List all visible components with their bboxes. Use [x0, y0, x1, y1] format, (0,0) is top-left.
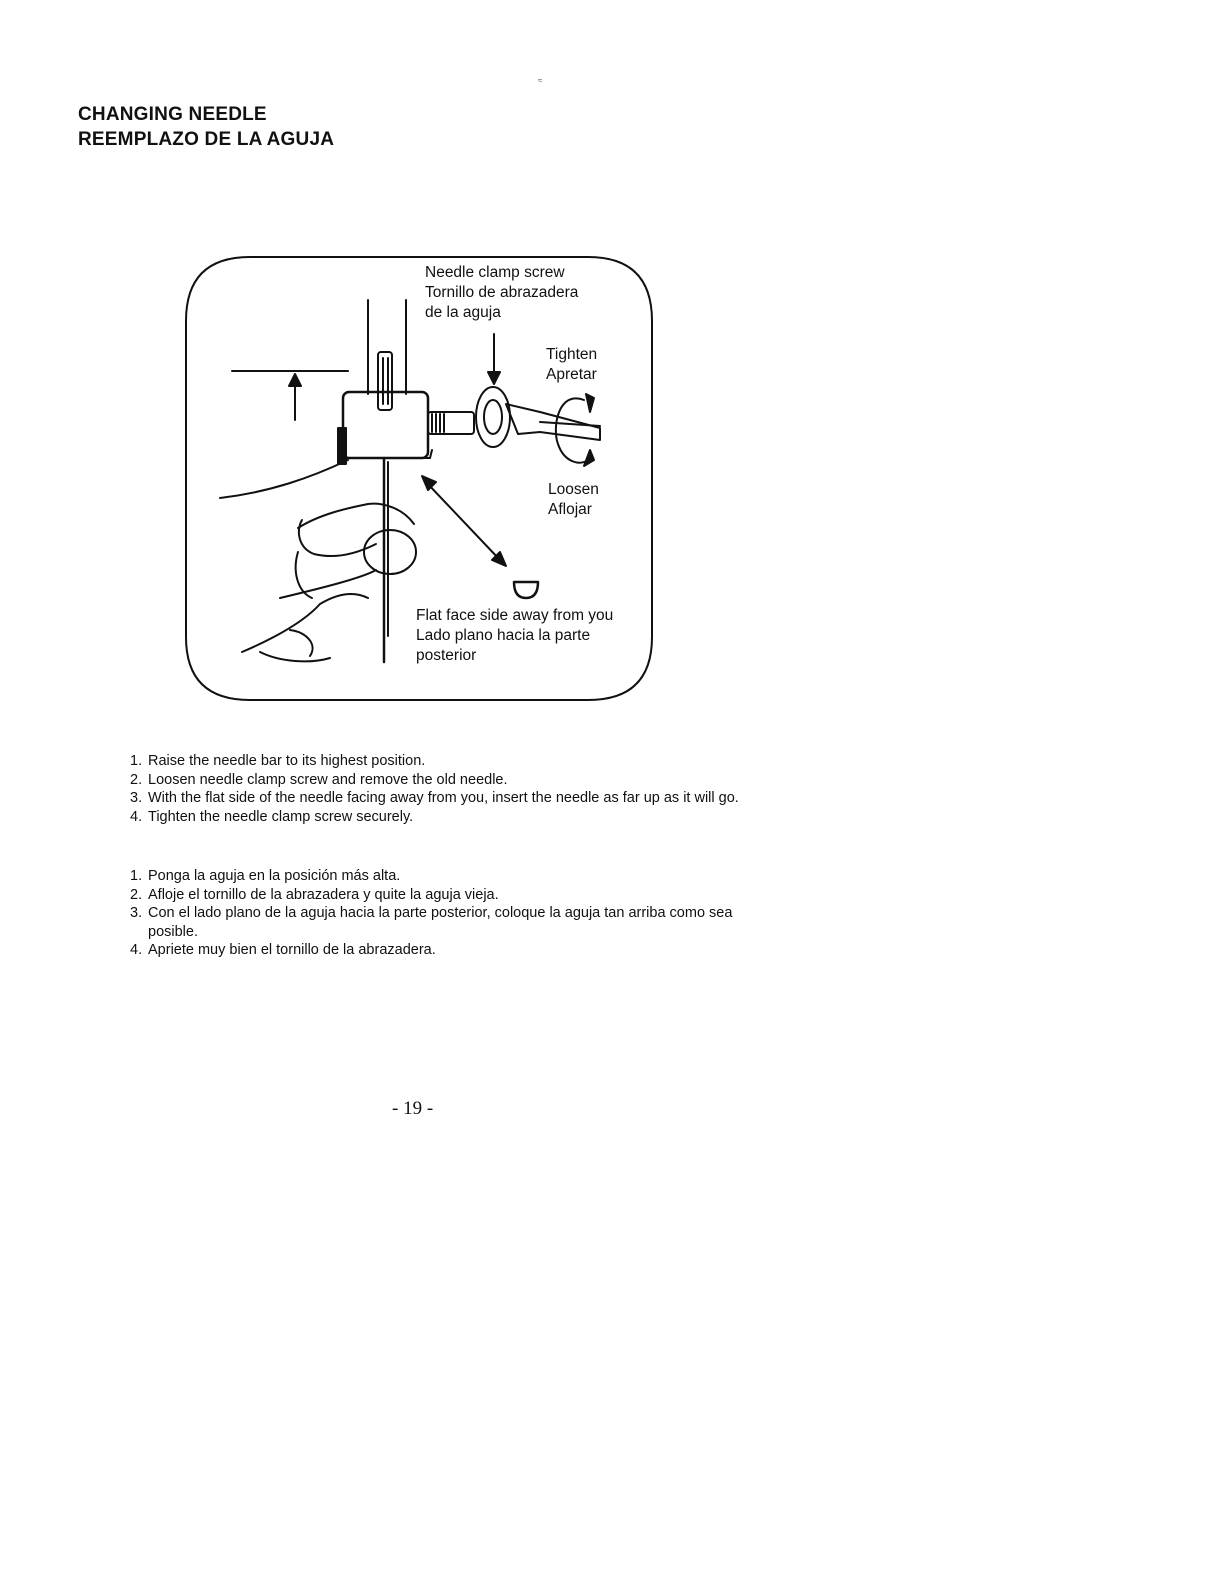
clamp-screw-shaft	[428, 412, 474, 434]
step-item: 4. Tighten the needle clamp screw securely.	[130, 808, 414, 825]
label-tighten: Tighten Apretar	[546, 346, 598, 383]
screw-pointer-head	[488, 372, 500, 384]
heading-english: CHANGING NEEDLE	[78, 104, 267, 125]
step-item: 4. Apriete muy bien el tornillo de la abrazadera.	[130, 942, 436, 958]
step-item: 2. Afloje el tornillo de la abrazadera y quite la aguja vieja.	[130, 886, 499, 903]
step-item: 1. Ponga la aguja en la posición más alta.	[130, 868, 401, 884]
hand-finger-1	[298, 504, 414, 528]
needle-cross-section	[514, 582, 538, 598]
clamp-shadow	[338, 428, 346, 464]
step-item: 3. Con el lado plano de la aguja hacia la parte posterior, coloque la aguja tan arriba como sea posible.	[130, 905, 733, 940]
thumb-tip	[364, 530, 416, 574]
up-arrow-head	[289, 374, 301, 386]
instructions-english	[128, 752, 748, 826]
page-number: - 19 -	[392, 1098, 434, 1119]
hand-lower	[242, 594, 368, 652]
scan-mark: ≈	[538, 76, 543, 85]
loosen-arrow-head	[584, 450, 594, 466]
label-flat-face: Flat face side away from you Lado plano hacia la parte posterior	[416, 607, 614, 664]
step-item: 3. With the flat side of the needle facing away from you, insert the needle as far up as it will go.	[130, 790, 739, 806]
needle-change-illustration	[180, 252, 658, 704]
clamp-screw-head	[476, 387, 510, 447]
heading-spanish: REEMPLAZO DE LA AGUJA	[78, 129, 335, 150]
rotation-arc	[556, 398, 590, 462]
flat-side-arrow-head-top	[422, 476, 436, 490]
tighten-arrow-head	[586, 394, 594, 412]
needle-clamp	[343, 392, 428, 458]
label-needle-clamp-screw: Needle clamp screw Tornillo de abrazadera de la aguja	[425, 264, 579, 321]
flat-side-arrow-line	[426, 482, 500, 560]
step-item: 2. Loosen needle clamp screw and remove the old needle.	[130, 771, 508, 788]
instructions-spanish	[128, 867, 748, 960]
needle-bar-slot	[378, 352, 392, 410]
label-loosen: Loosen Aflojar	[548, 481, 599, 518]
step-item: 1. Raise the needle bar to its highest position.	[130, 753, 426, 769]
hand-upper	[220, 460, 348, 498]
